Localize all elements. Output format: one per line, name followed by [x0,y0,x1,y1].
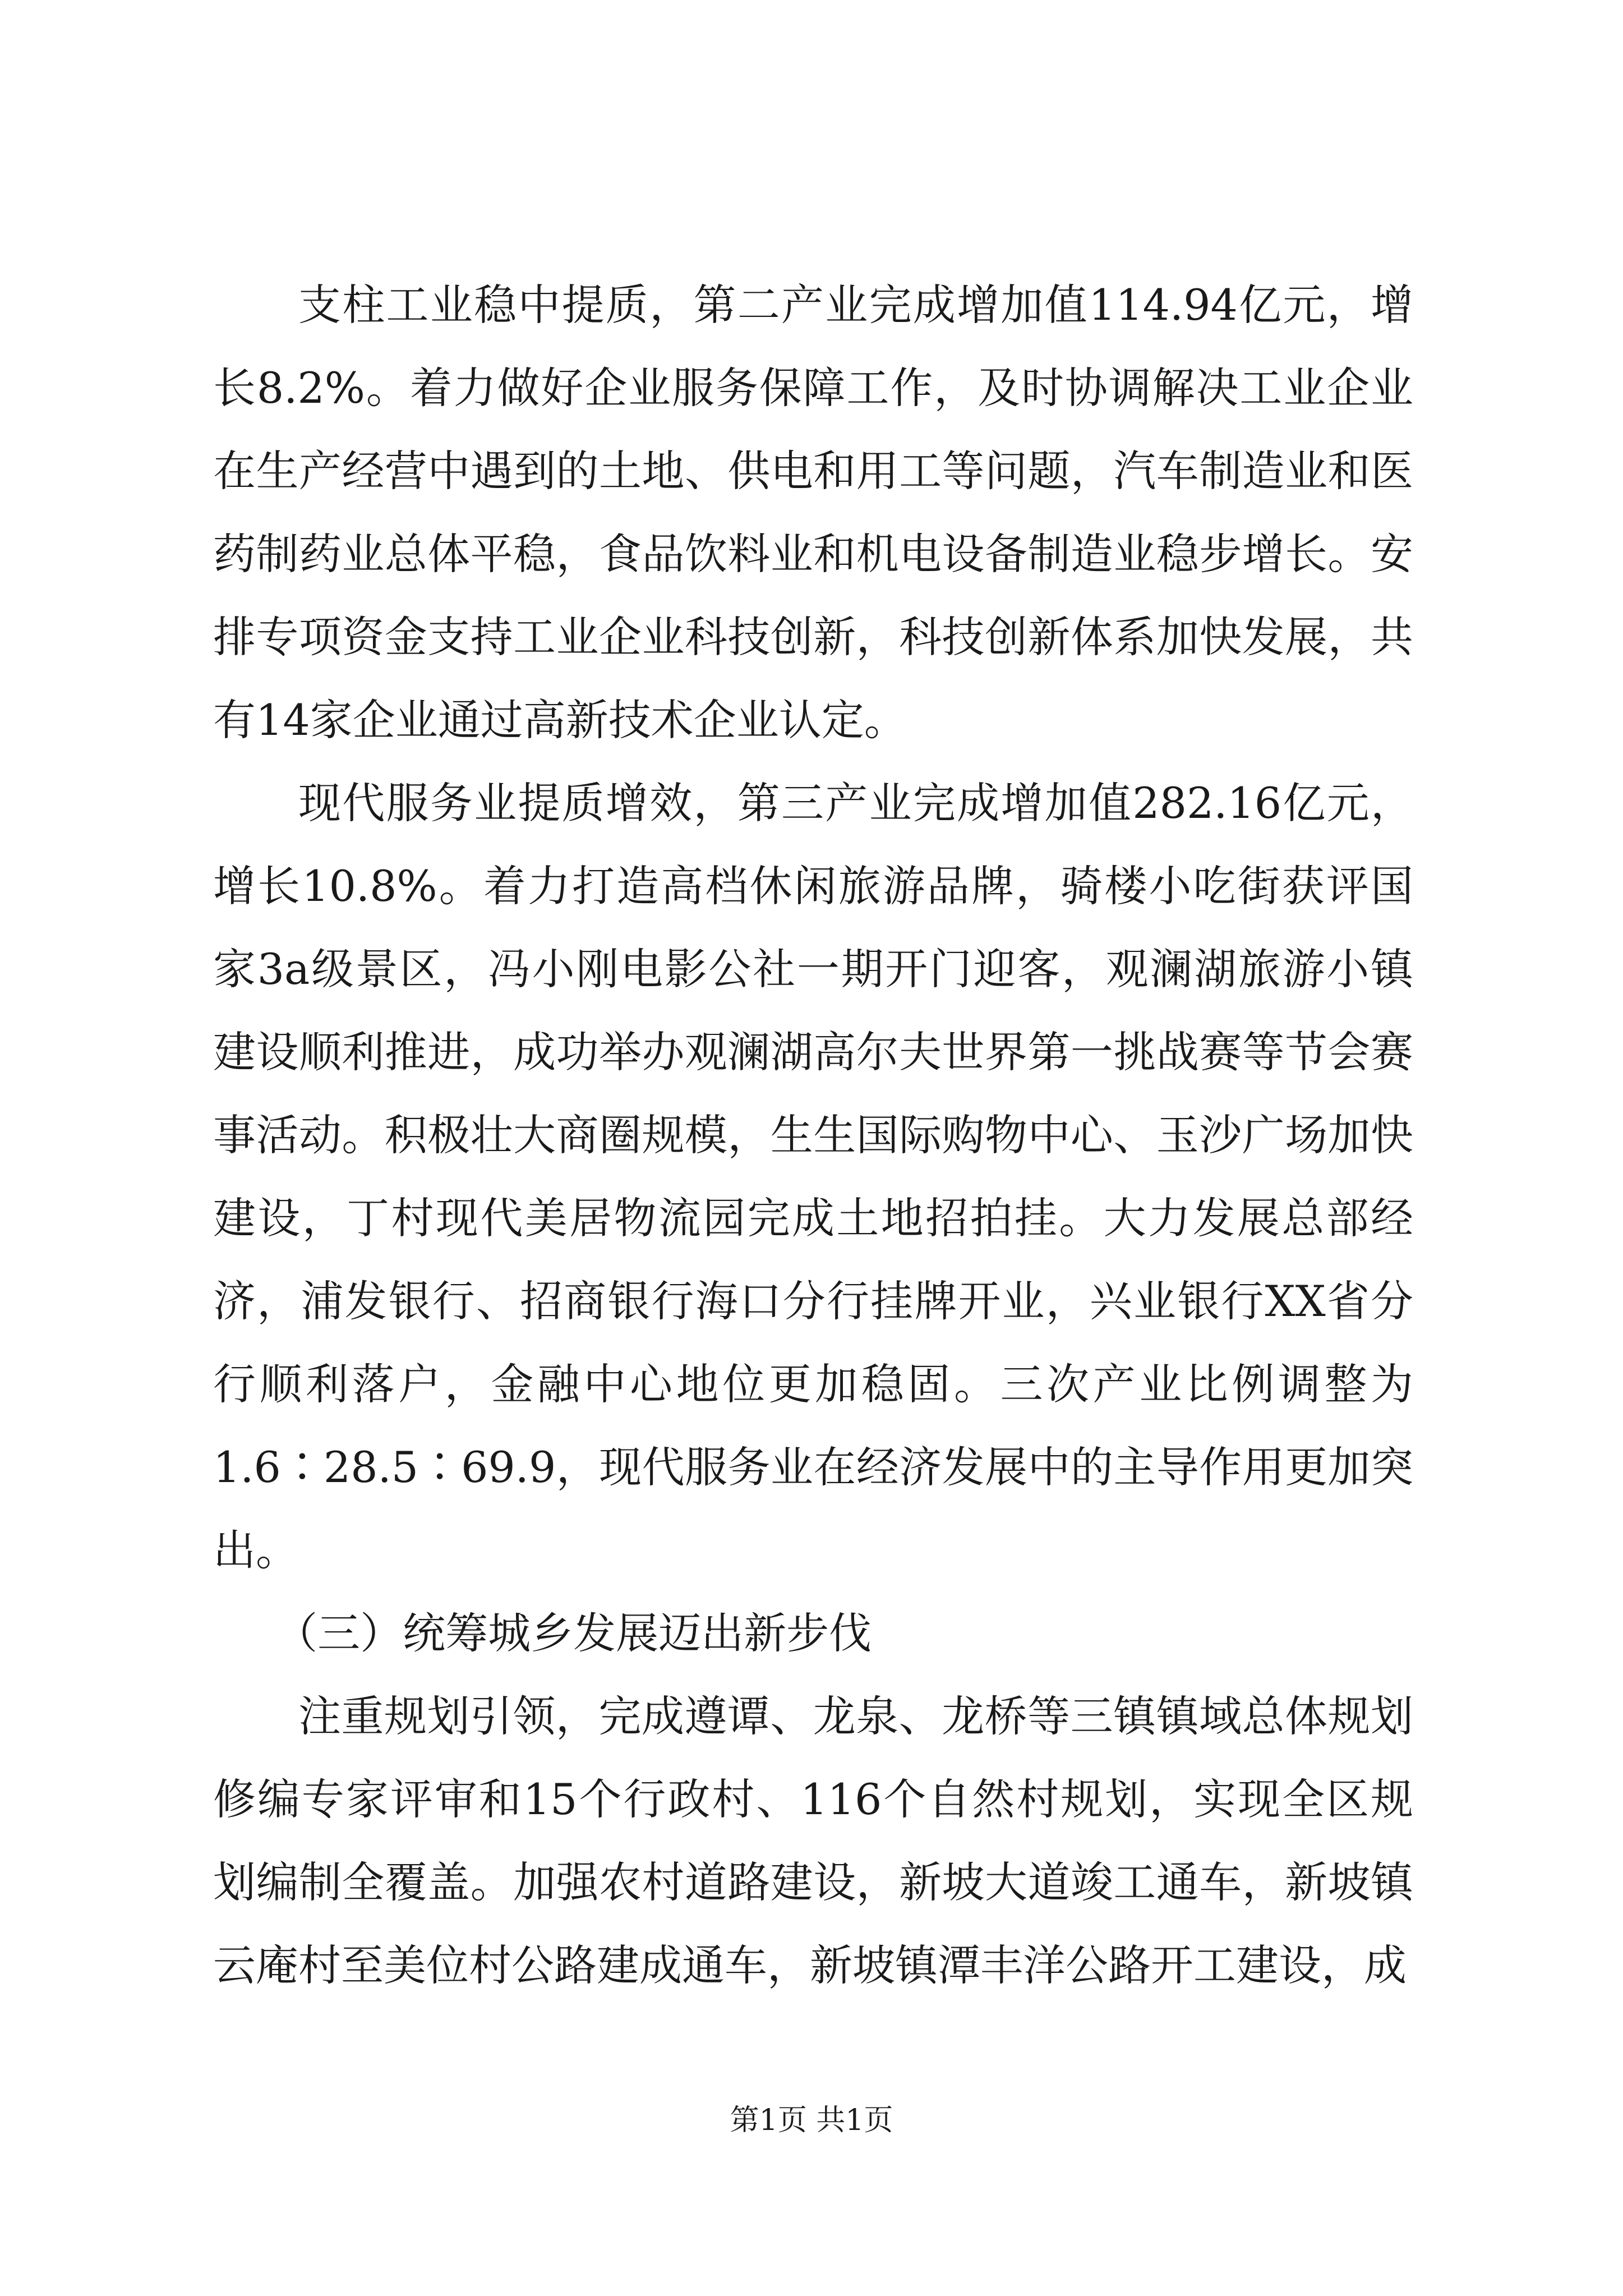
paragraph-urban-rural: 注重规划引领，完成遵谭、龙泉、龙桥等三镇镇域总体规划修编专家评审和15个行政村、116个自然村规划，实现全区规划编制全覆盖。加强农村道路建设，新坡大道竣工通车，新坡镇云庵村至美位村公路建成通车，新坡镇潭丰洋公路开工建设，成 [213,1691,1413,1990]
paragraph-secondary-industry: 支柱工业稳中提质，第二产业完成增加值114.94亿元，增长8.2%。着力做好企业服务保障工作，及时协调解决工业企业在生产经营中遇到的土地、供电和用工等问题，汽车制造业和医药制药业总体平稳，食品饮料业和机电设备制造业稳步增长。安排专项资金支持工业企业科技创新，科技创新体系加快发展，共有14家企业通过高新技术企业认定。 [213,280,1413,745]
paragraph-service-industry: 现代服务业提质增效，第三产业完成增加值282.16亿元，增长10.8%。着力打造高档休闲旅游品牌，骑楼小吃街获评国家3a级景区，冯小刚电影公社一期开门迎客，观澜湖旅游小镇建设顺利推进，成功举办观澜湖高尔夫世界第一挑战赛等节会赛事活动。积极壮大商圈规模，生生国际购物中心、玉沙广场加快建设，丁村现代美居物流园完成土地招拍挂。大力发展总部经济，浦发银行、招商银行海口分行挂牌开业，兴业银行XX省分行顺利落户，金融中心地位更加稳固。三次产业比例调整为1.6∶28.5∶69.9，现代服务业在经济发展中的主导作用更加突出。 [213,778,1413,1575]
section-heading: （三）统筹城乡发展迈出新步伐 [275,1608,872,1658]
page-footer: 第1页 共1页 [730,2104,893,2137]
document-body [213,264,1413,2007]
